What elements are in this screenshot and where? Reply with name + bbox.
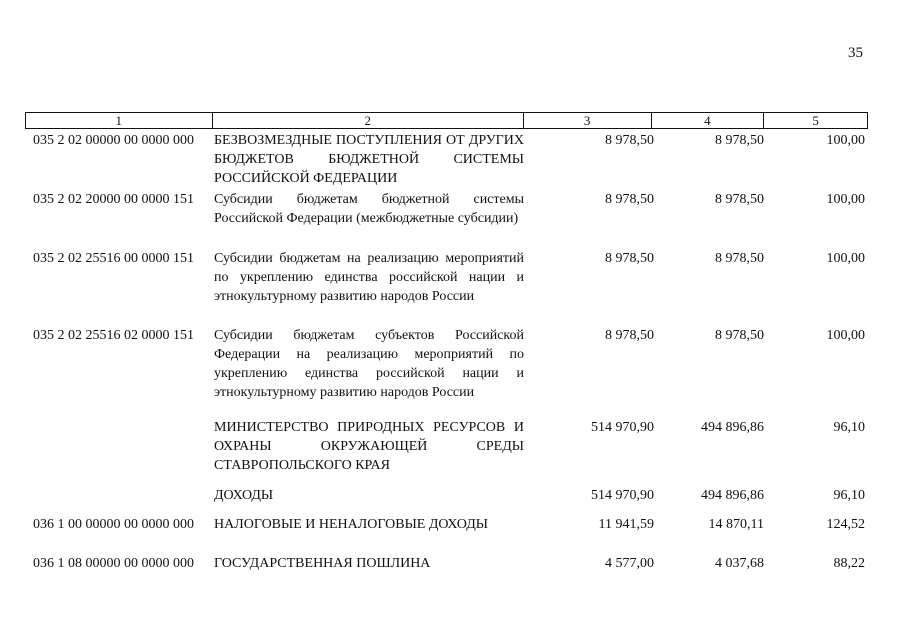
row-value-5: 96,10 — [833, 420, 865, 435]
row-value-4: 8 978,50 — [715, 192, 764, 207]
row-value-3: 8 978,50 — [605, 192, 654, 207]
row-value-3: 8 978,50 — [605, 133, 654, 148]
row-code: 035 2 02 00000 00 0000 000 — [33, 133, 194, 148]
row-value-4: 494 896,86 — [701, 488, 764, 503]
row-name: БЕЗВОЗМЕЗДНЫЕ ПОСТУПЛЕНИЯ ОТ ДРУГИХ БЮДЖЕТОВ БЮДЖЕТНОЙ СИСТЕМЫ РОССИЙСКОЙ ФЕДЕРАЦИИ — [214, 133, 524, 186]
row-name: МИНИСТЕРСТВО ПРИРОДНЫХ РЕСУРСОВ И ОХРАНЫ ОКРУЖАЮЩЕЙ СРЕДЫ СТАВРОПОЛЬСКОГО КРАЯ — [214, 420, 524, 473]
row-name: ГОСУДАРСТВЕННАЯ ПОШЛИНА — [214, 556, 431, 571]
header-col-4: 4 — [652, 113, 765, 128]
row-value-5: 100,00 — [826, 133, 865, 148]
row-value-3: 8 978,50 — [605, 251, 654, 266]
row-value-3: 4 577,00 — [605, 556, 654, 571]
row-value-3: 514 970,90 — [591, 420, 654, 435]
row-name: НАЛОГОВЫЕ И НЕНАЛОГОВЫЕ ДОХОДЫ — [214, 517, 488, 532]
header-col-1: 1 — [26, 113, 213, 128]
header-col-2: 2 — [213, 113, 524, 128]
table-header — [25, 112, 868, 129]
row-value-5: 96,10 — [833, 488, 865, 503]
row-value-3: 11 941,59 — [598, 517, 654, 532]
row-name: Субсидии бюджетам на реализацию мероприятий по укреплению единства российской нации и этнокультурному развитию народов России — [214, 251, 524, 304]
page-number: 35 — [848, 45, 863, 61]
row-code: 035 2 02 25516 00 0000 151 — [33, 251, 194, 266]
row-code: 035 2 02 25516 02 0000 151 — [33, 328, 194, 343]
row-value-4: 4 037,68 — [715, 556, 764, 571]
row-code: 036 1 00 00000 00 0000 000 — [33, 517, 194, 532]
header-col-5: 5 — [812, 113, 819, 128]
row-value-4: 8 978,50 — [715, 251, 764, 266]
row-name: Субсидии бюджетам бюджетной системы Российской Федерации (межбюджетные субсидии) — [214, 192, 524, 226]
row-value-4: 494 896,86 — [701, 420, 764, 435]
row-value-5: 100,00 — [826, 328, 865, 343]
row-value-4: 8 978,50 — [715, 133, 764, 148]
row-value-5: 88,22 — [833, 556, 865, 571]
header-col-3: 3 — [524, 113, 652, 128]
row-value-3: 514 970,90 — [591, 488, 654, 503]
row-name: Субсидии бюджетам субъектов Российской Федерации на реализацию мероприятий по укреплению единства российской нации и этнокультурному развитию народов России — [214, 328, 524, 400]
row-value-4: 8 978,50 — [715, 328, 764, 343]
row-value-5: 124,52 — [826, 517, 865, 532]
row-value-4: 14 870,11 — [708, 517, 764, 532]
row-code: 036 1 08 00000 00 0000 000 — [33, 556, 194, 571]
row-value-5: 100,00 — [826, 251, 865, 266]
row-value-5: 100,00 — [826, 192, 865, 207]
row-code: 035 2 02 20000 00 0000 151 — [33, 192, 194, 207]
row-value-3: 8 978,50 — [605, 328, 654, 343]
row-name: ДОХОДЫ — [214, 488, 274, 503]
